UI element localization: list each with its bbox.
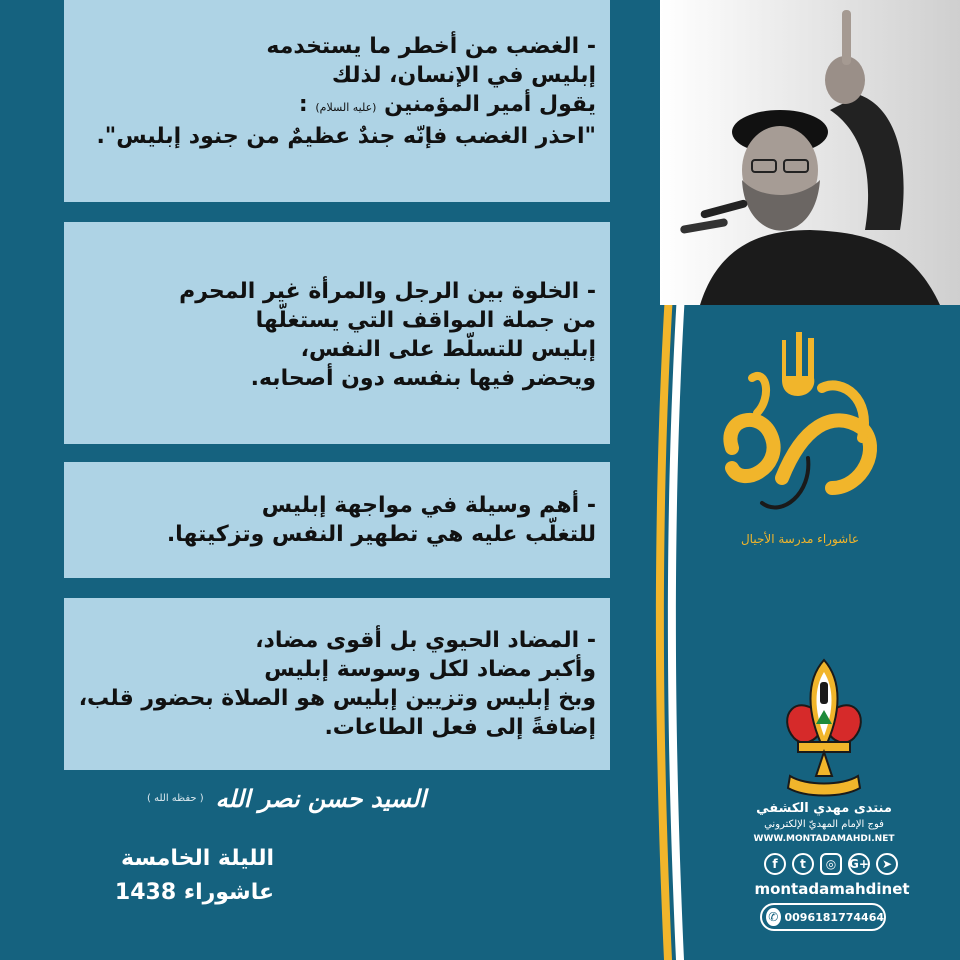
panel-line-text: يقول أمير المؤمنين	[384, 92, 596, 117]
phone-number: 0096181774464	[784, 910, 884, 924]
night-label	[98, 842, 274, 910]
quote-panel-prayer	[64, 598, 610, 770]
org-subtitle: فوج الإمام المهديّ الإلكتروني	[764, 819, 884, 830]
panel-line: إبليس في الإنسان، لذلك	[331, 63, 596, 88]
twitter-icon[interactable]: t	[792, 853, 814, 875]
phone-badge[interactable]	[760, 903, 886, 931]
scout-logo	[776, 658, 872, 798]
colon-text: :	[298, 92, 308, 117]
org-info	[740, 800, 908, 846]
honorific-text: (عليه السلام)	[315, 101, 377, 114]
telegram-icon[interactable]: ➤	[876, 853, 898, 875]
social-icons	[756, 853, 906, 877]
speaker-photo	[660, 0, 960, 305]
quote-panel-purification	[64, 462, 610, 578]
panel-line: "احذر الغضب فإنّه جندٌ عظيمٌ من جنود إبليس".	[96, 124, 596, 149]
panel-line: من جملة المواقف التي يستغلّها	[255, 308, 596, 333]
org-website[interactable]: WWW.MONTADAMAHDI.NET	[753, 834, 895, 844]
panel-line: للتغلّب عليه هي تطهير النفس وتزكيتها.	[166, 522, 596, 547]
panel-line: ويحضر فيها بنفسه دون أصحابه.	[250, 366, 596, 391]
panel-line: - أهم وسيلة في مواجهة إبليس	[261, 493, 596, 518]
ashura-year: عاشوراء 1438	[114, 880, 274, 905]
google-plus-icon[interactable]: G+	[848, 853, 870, 875]
panel-line: - الخلوة بين الرجل والمرأة غير المحرم	[179, 279, 596, 304]
panel-line: - المضاد الحيوي بل أقوى مضاد،	[255, 628, 596, 653]
phone-icon: ✆	[766, 908, 781, 926]
speaker-honorific: ( حفظه الله )	[147, 792, 204, 804]
org-name: منتدى مهدي الكشفي	[756, 801, 892, 816]
night-number: الليلة الخامسة	[120, 846, 274, 871]
quote-panel-seclusion	[64, 222, 610, 444]
speaker-signature	[66, 780, 426, 816]
panel-line: إبليس للتسلّط على النفس،	[300, 337, 596, 362]
quote-panel-anger	[64, 0, 610, 202]
panel-line: وأكبر مضاد لكل وسوسة إبليس	[264, 657, 596, 682]
logo-caption: عاشوراء مدرسة الأجيال	[740, 532, 860, 546]
panel-line-with-honorific	[84, 90, 596, 122]
instagram-icon[interactable]: ◎	[820, 853, 842, 875]
speaker-name: السيد حسن نصر الله	[215, 783, 426, 813]
social-handle[interactable]: montadamahdinet	[754, 880, 910, 898]
ashura-logo	[712, 318, 888, 564]
facebook-icon[interactable]: f	[764, 853, 786, 875]
panel-line: - الغضب من أخطر ما يستخدمه	[266, 34, 596, 59]
panel-line: إضافةً إلى فعل الطاعات.	[324, 715, 596, 740]
panel-line: وبخ إبليس وتزيين إبليس هو الصلاة بحضور قلب،	[78, 686, 596, 711]
